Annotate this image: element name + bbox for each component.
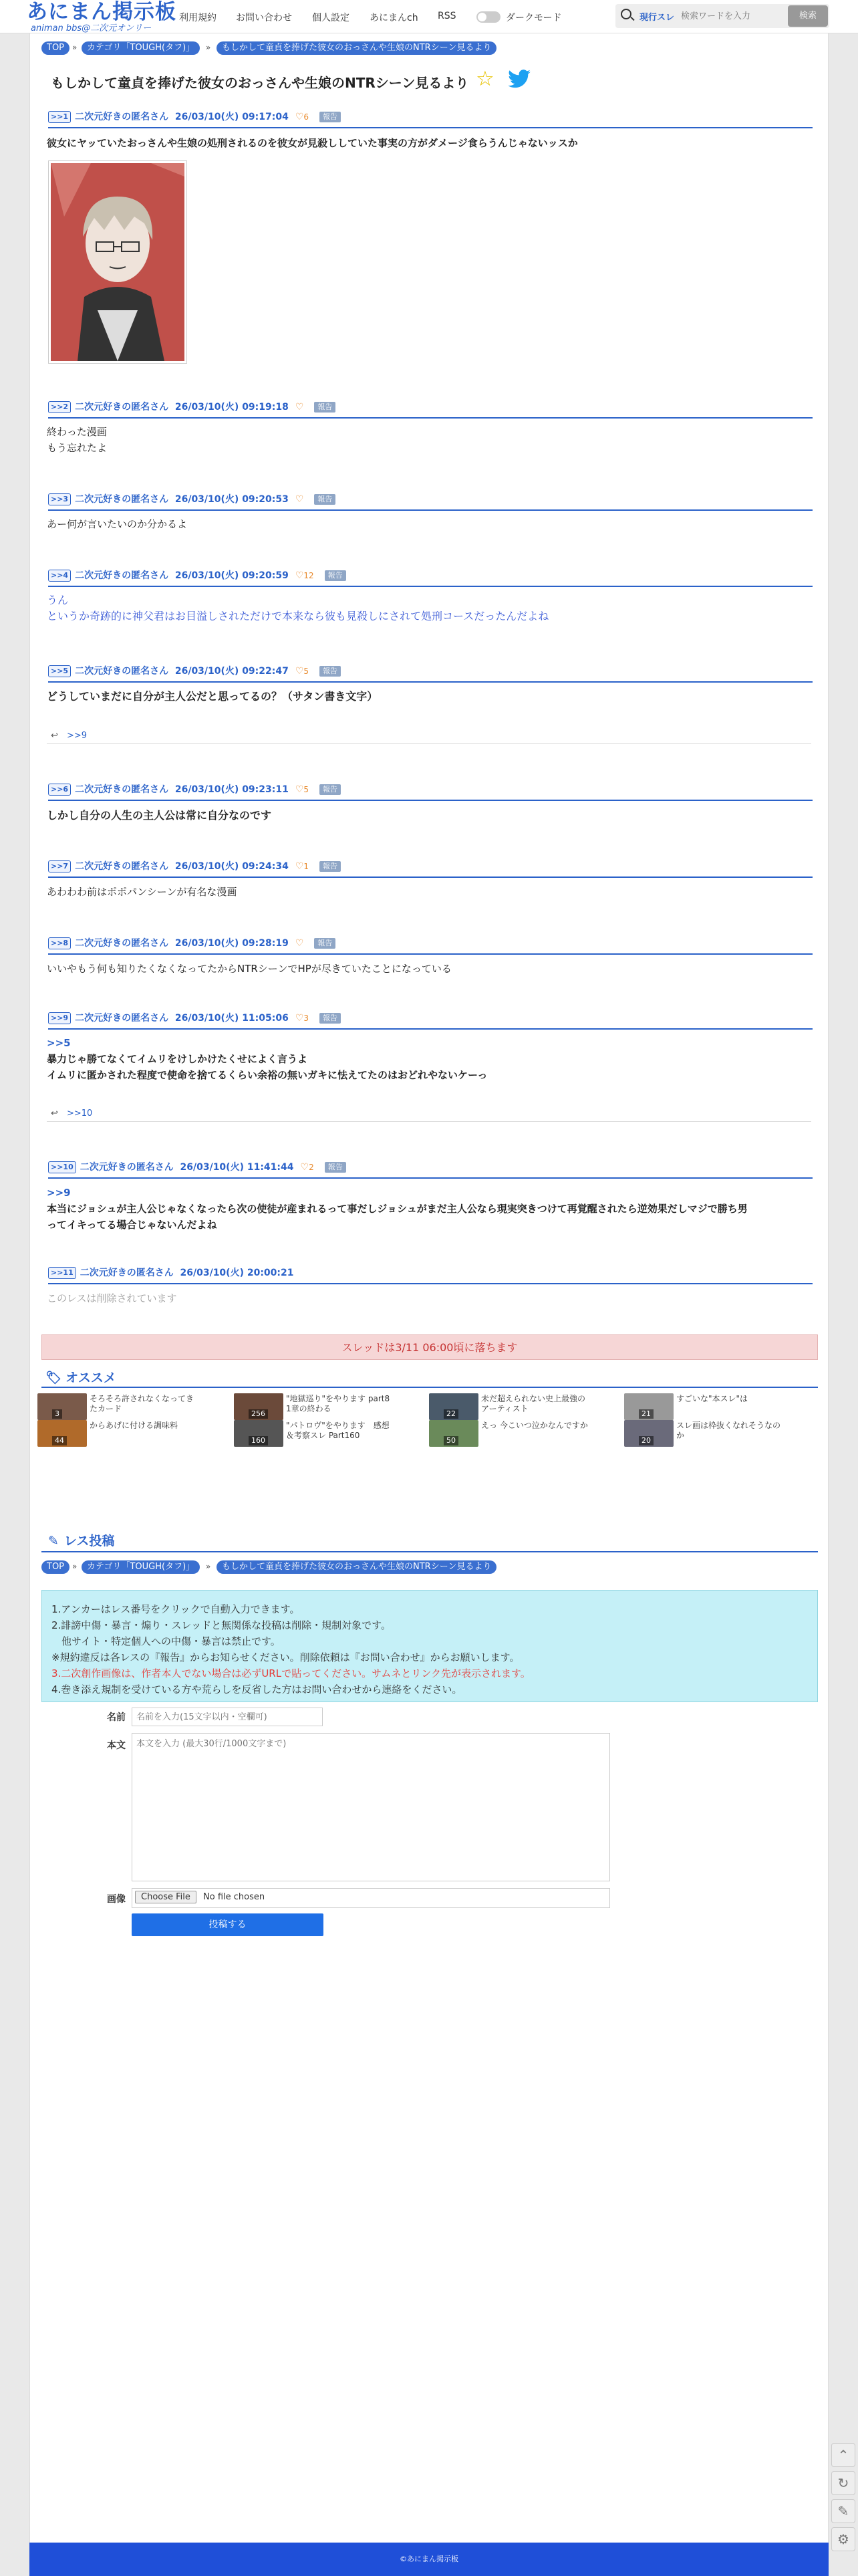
- recommend-title-text: スレ画は枠抜くなれそうなのか: [676, 1421, 781, 1440]
- rule-line: 2.誹謗中傷・暴言・煽り・スレッドと無関係な投稿は削除・規制対象です。: [51, 1619, 391, 1631]
- reply-link[interactable]: ↩ >>10: [47, 1106, 811, 1122]
- report-button[interactable]: 報告: [314, 494, 335, 505]
- report-button[interactable]: 報告: [319, 1013, 341, 1024]
- post-header: [48, 859, 341, 874]
- like-heart-icon[interactable]: ♡: [295, 570, 304, 581]
- post-divider: [48, 800, 813, 801]
- nav-rss[interactable]: RSS: [438, 11, 456, 21]
- rule-line: 4.巻き添え規制を受けている方や荒らしを反省した方はお問い合わせから連絡をください。: [51, 1683, 462, 1695]
- post-header: [48, 1266, 294, 1280]
- post-number[interactable]: >>6: [48, 784, 71, 796]
- dark-mode-toggle[interactable]: [476, 11, 500, 23]
- poster-name: 二次元好きの匿名さん: [80, 1268, 174, 1278]
- breadcrumb-separator: »: [72, 1562, 78, 1571]
- post-divider: [48, 876, 813, 878]
- post-text: イムリに匿かされた程度で使命を捨てるくらい余裕の無いガキに怯えてたのはおどれやないケーっ: [47, 1069, 488, 1081]
- twitter-share-icon[interactable]: [508, 70, 531, 88]
- post-text: 終わった漫画: [47, 426, 107, 438]
- recommend-count: 50: [444, 1436, 458, 1445]
- poster-name: 二次元好きの匿名さん: [75, 666, 169, 677]
- search-scope-select[interactable]: 現行スレ: [639, 13, 675, 23]
- site-logo[interactable]: あにまん掲示板: [27, 0, 176, 24]
- post-header: [48, 568, 346, 583]
- name-input[interactable]: [132, 1708, 323, 1726]
- like-heart-icon[interactable]: ♡: [295, 402, 304, 413]
- post-text: ってイキってる場合じゃないんだよね: [47, 1219, 217, 1231]
- post-date: 26/03/10(火) 09:20:59: [174, 570, 289, 581]
- post-header: [48, 664, 341, 679]
- nav-contact[interactable]: お問い合わせ: [236, 13, 292, 23]
- rule-line: 他サイト・特定個人への中傷・暴言は禁止です。: [51, 1635, 281, 1647]
- recommend-title-text: "パトロヴ"をやります 感想＆考察スレ Part160: [286, 1421, 390, 1440]
- post-text: 本当にジョシュが主人公じゃなくなったら次の使徒が産まれるって事だしジョシュがまだ主人公なら現実突きつけて再覚醒されたら逆効果だしマジで勝ち男: [47, 1203, 748, 1215]
- post-divider: [48, 417, 813, 419]
- post-number[interactable]: >>8: [48, 937, 71, 949]
- recommend-count: 44: [52, 1436, 67, 1445]
- post-body: [47, 424, 107, 456]
- poster-name: 二次元好きの匿名さん: [75, 402, 169, 413]
- search-icon: [621, 9, 631, 19]
- report-button[interactable]: 報告: [314, 938, 335, 949]
- like-count: 3: [303, 1014, 309, 1023]
- post-text: 暴力じゃ勝てなくてイムリをけしかけたくせによく言うよ: [47, 1053, 308, 1065]
- post-date: 26/03/10(火) 11:05:06: [174, 1013, 289, 1024]
- poster-name: 二次元好きの匿名さん: [75, 494, 169, 505]
- post-divider: [48, 586, 813, 587]
- post-text: あー何が言いたいのか分かるよ: [47, 518, 188, 530]
- posting-rules-box: [41, 1590, 818, 1702]
- post-date: 26/03/10(火) 11:41:44: [180, 1162, 294, 1173]
- post-text: うん: [47, 594, 69, 606]
- breadcrumb-separator: »: [72, 43, 78, 52]
- rule-line: ※規約違反は各レスの『報告』からお知らせください。削除依頼は『お問い合わせ』からお願いします。: [51, 1651, 520, 1663]
- recommend-title-text: 未だ超えられない史上最強のアーティスト: [481, 1394, 586, 1413]
- site-logo-subtitle: animan bbs@二次元オンリー: [31, 23, 152, 33]
- recommend-count: 21: [639, 1409, 654, 1419]
- breadcrumb-category[interactable]: カテゴリ「TOUGH(タフ)」: [82, 1560, 200, 1574]
- anchor-link[interactable]: >>5: [47, 1037, 71, 1049]
- thread-image-illustration: [51, 163, 184, 361]
- post-header: [48, 1011, 341, 1026]
- poster-name: 二次元好きの匿名さん: [75, 938, 169, 949]
- post-date: 26/03/10(火) 09:20:53: [174, 494, 289, 505]
- post-divider: [48, 1177, 813, 1179]
- post-divider: [48, 953, 813, 955]
- anchor-link[interactable]: >>9: [47, 1187, 71, 1199]
- post-body: [47, 135, 578, 151]
- post-divider: [48, 1028, 813, 1030]
- like-heart-icon[interactable]: ♡: [295, 112, 304, 122]
- post-body: [47, 1035, 487, 1083]
- poster-name: 二次元好きの匿名さん: [75, 112, 169, 122]
- post-body: [47, 689, 378, 705]
- post-header: [48, 782, 341, 797]
- report-button[interactable]: 報告: [325, 1162, 346, 1173]
- search-input[interactable]: [681, 7, 781, 25]
- post-text: もう忘れたよ: [47, 442, 108, 454]
- image-label: 画像: [107, 1894, 126, 1905]
- like-count: 12: [303, 571, 314, 580]
- dark-mode-label: ダークモード: [506, 13, 562, 23]
- refresh-button[interactable]: ↻: [831, 2471, 855, 2495]
- like-heart-icon[interactable]: ♡: [300, 1162, 309, 1173]
- tag-icon: 🏷: [45, 1371, 62, 1385]
- favorite-star-icon[interactable]: ☆: [476, 67, 494, 91]
- post-image[interactable]: [48, 160, 187, 364]
- like-count: 6: [303, 112, 309, 122]
- like-heart-icon[interactable]: ♡: [295, 666, 304, 677]
- rule-line: 3.二次創作画像は、作者本人でない場合は必ずURLで貼ってください。サムネとリンク先が表示されます。: [51, 1667, 531, 1679]
- post-text: あわわわ前はポポパンシーンが有名な漫画: [47, 886, 237, 898]
- report-button[interactable]: 報告: [319, 784, 341, 795]
- post-number[interactable]: >>9: [48, 1012, 71, 1024]
- post-divider: [48, 127, 813, 128]
- poster-name: 二次元好きの匿名さん: [75, 784, 169, 795]
- post-date: 26/03/10(火) 09:23:11: [174, 784, 289, 795]
- thread-drop-notice: スレッドは3/11 06:00頃に落ちます: [41, 1334, 818, 1360]
- rule-line: 1.アンカーはレス番号をクリックで自動入力できます。: [51, 1603, 300, 1615]
- post-header: [48, 400, 335, 415]
- post-text: というか奇跡的に神父君はお目溢しされただけで本来なら彼も見殺しにされて処刑コースだったんだよね: [47, 610, 549, 622]
- like-count: 5: [303, 667, 309, 676]
- recommend-section-title: [45, 1368, 116, 1386]
- post-header: [48, 1160, 346, 1175]
- nav-terms[interactable]: 利用規約: [179, 13, 217, 23]
- scroll-top-button[interactable]: ⌃: [831, 2443, 855, 2467]
- post-text: どうしていまだに自分が主人公だと思ってるの？（サタン書き文字）: [47, 690, 378, 703]
- recommend-count: 20: [639, 1436, 654, 1445]
- post-body: [47, 592, 549, 624]
- post-date: 26/03/10(火) 09:24:34: [174, 861, 289, 872]
- report-button[interactable]: 報告: [325, 570, 346, 581]
- recommend-count: 160: [249, 1436, 268, 1445]
- like-heart-icon[interactable]: ♡: [295, 938, 304, 949]
- breadcrumb-thread[interactable]: もしかして童貞を捧げた彼女のおっさんや生娘のNTRシーン見るより: [217, 1560, 496, 1574]
- compose-button[interactable]: ✎: [831, 2499, 855, 2523]
- settings-gear-button[interactable]: ⚙: [831, 2527, 855, 2551]
- post-number[interactable]: >>1: [48, 111, 71, 123]
- post-body: [47, 1185, 748, 1233]
- poster-name: 二次元好きの匿名さん: [75, 1013, 169, 1024]
- section-divider: [41, 1387, 818, 1388]
- post-header: [48, 110, 341, 124]
- post-number[interactable]: >>7: [48, 860, 71, 872]
- post-body: [47, 884, 237, 900]
- post-date: 26/03/10(火) 09:17:04: [174, 112, 289, 122]
- post-text: 彼女にヤッていたおっさんや生娘の処刑されるのを彼女が見殺ししていた事実の方がダメージ食らうんじゃないッスか: [47, 137, 578, 149]
- post-header: [48, 492, 335, 507]
- like-heart-icon[interactable]: ♡: [295, 1013, 304, 1024]
- post-divider: [48, 1283, 813, 1284]
- recommend-count: 3: [52, 1409, 62, 1419]
- breadcrumb-top[interactable]: TOP: [41, 41, 69, 55]
- recommend-title-text: "地獄巡り"をやります part8 1章の終わる: [286, 1394, 390, 1413]
- post-divider: [48, 681, 813, 683]
- recommend-count: 256: [249, 1409, 268, 1419]
- like-heart-icon[interactable]: ♡: [295, 494, 304, 505]
- body-label: 本文: [107, 1740, 126, 1751]
- reply-link[interactable]: ↩ >>9: [47, 728, 811, 744]
- search-button[interactable]: 検索: [788, 5, 828, 27]
- post-form-title: [48, 1531, 114, 1549]
- poster-name: 二次元好きの匿名さん: [75, 570, 169, 581]
- nav-settings[interactable]: 個人設定: [312, 13, 349, 23]
- post-body: [47, 961, 452, 977]
- nav-animanch[interactable]: あにまんch: [370, 13, 418, 23]
- report-button[interactable]: 報告: [319, 666, 341, 677]
- like-count: 2: [309, 1163, 314, 1172]
- name-label: 名前: [107, 1712, 126, 1723]
- image-file-input[interactable]: [132, 1888, 610, 1908]
- recommend-thumbnail: [37, 1393, 87, 1420]
- thread-title: もしかして童貞を捧げた彼女のおっさんや生娘のNTRシーン見るより: [51, 75, 469, 91]
- recommend-count: 22: [444, 1409, 458, 1419]
- post-text: このレスは削除されています: [47, 1292, 177, 1304]
- site-header: [0, 0, 858, 33]
- choose-file-button[interactable]: Choose File: [135, 1891, 196, 1903]
- post-divider: [48, 509, 813, 511]
- section-divider: [41, 1551, 818, 1552]
- report-button[interactable]: 報告: [319, 861, 341, 872]
- recommend-title: オススメ: [65, 1371, 116, 1385]
- post-number[interactable]: >>5: [48, 665, 71, 677]
- post-form-title-text: レス投稿: [63, 1534, 115, 1548]
- post-number[interactable]: >>11: [48, 1267, 76, 1279]
- post-number[interactable]: >>4: [48, 570, 71, 582]
- poster-name: 二次元好きの匿名さん: [75, 861, 169, 872]
- breadcrumb-separator: »: [206, 1562, 211, 1571]
- like-heart-icon[interactable]: ♡: [295, 784, 304, 795]
- like-count: 1: [303, 862, 309, 871]
- recommend-title-text: すごいな"本スレ"は: [676, 1394, 748, 1403]
- pencil-icon: ✎: [48, 1534, 59, 1548]
- post-date: 26/03/10(火) 09:28:19: [174, 938, 289, 949]
- post-text: しかし自分の人生の主人公は常に自分なのです: [47, 809, 272, 822]
- breadcrumb-separator: »: [206, 43, 211, 52]
- breadcrumb-thread[interactable]: もしかして童貞を捧げた彼女のおっさんや生娘のNTRシーン見るより: [217, 41, 496, 55]
- report-button[interactable]: 報告: [314, 402, 335, 413]
- recommend-title-text: そろそろ許されなくなってきたカード: [90, 1394, 194, 1413]
- post-header: [48, 936, 335, 951]
- post-date: 26/03/10(火) 09:19:18: [174, 402, 289, 413]
- post-text: いいやもう何も知りたくなくなってたからNTRシーンでHPが尽きていたことになっている: [47, 963, 452, 975]
- file-status: No file chosen: [203, 1892, 265, 1902]
- post-number[interactable]: >>10: [48, 1161, 76, 1173]
- breadcrumb-top[interactable]: TOP: [41, 1560, 69, 1574]
- post-date: 26/03/10(火) 09:22:47: [174, 666, 289, 677]
- post-date: 26/03/10(火) 20:00:21: [180, 1268, 294, 1278]
- report-button[interactable]: 報告: [319, 112, 341, 122]
- poster-name: 二次元好きの匿名さん: [80, 1162, 174, 1173]
- recommend-title-text: えっ 今こいつ泣かなんですか: [481, 1421, 588, 1430]
- breadcrumb-category[interactable]: カテゴリ「TOUGH(タフ)」: [82, 41, 200, 55]
- site-footer: ©あにまん掲示板: [29, 2543, 829, 2576]
- post-number[interactable]: >>2: [48, 401, 71, 413]
- post-number[interactable]: >>3: [48, 493, 71, 505]
- like-heart-icon[interactable]: ♡: [295, 861, 304, 872]
- post-body: [47, 808, 271, 824]
- post-body: [47, 1290, 177, 1306]
- like-count: 5: [303, 785, 309, 794]
- post-body: [47, 516, 187, 532]
- submit-button[interactable]: 投稿する: [132, 1913, 323, 1936]
- body-textarea[interactable]: [132, 1733, 610, 1881]
- recommend-title-text: からあげに付ける調味料: [90, 1421, 178, 1430]
